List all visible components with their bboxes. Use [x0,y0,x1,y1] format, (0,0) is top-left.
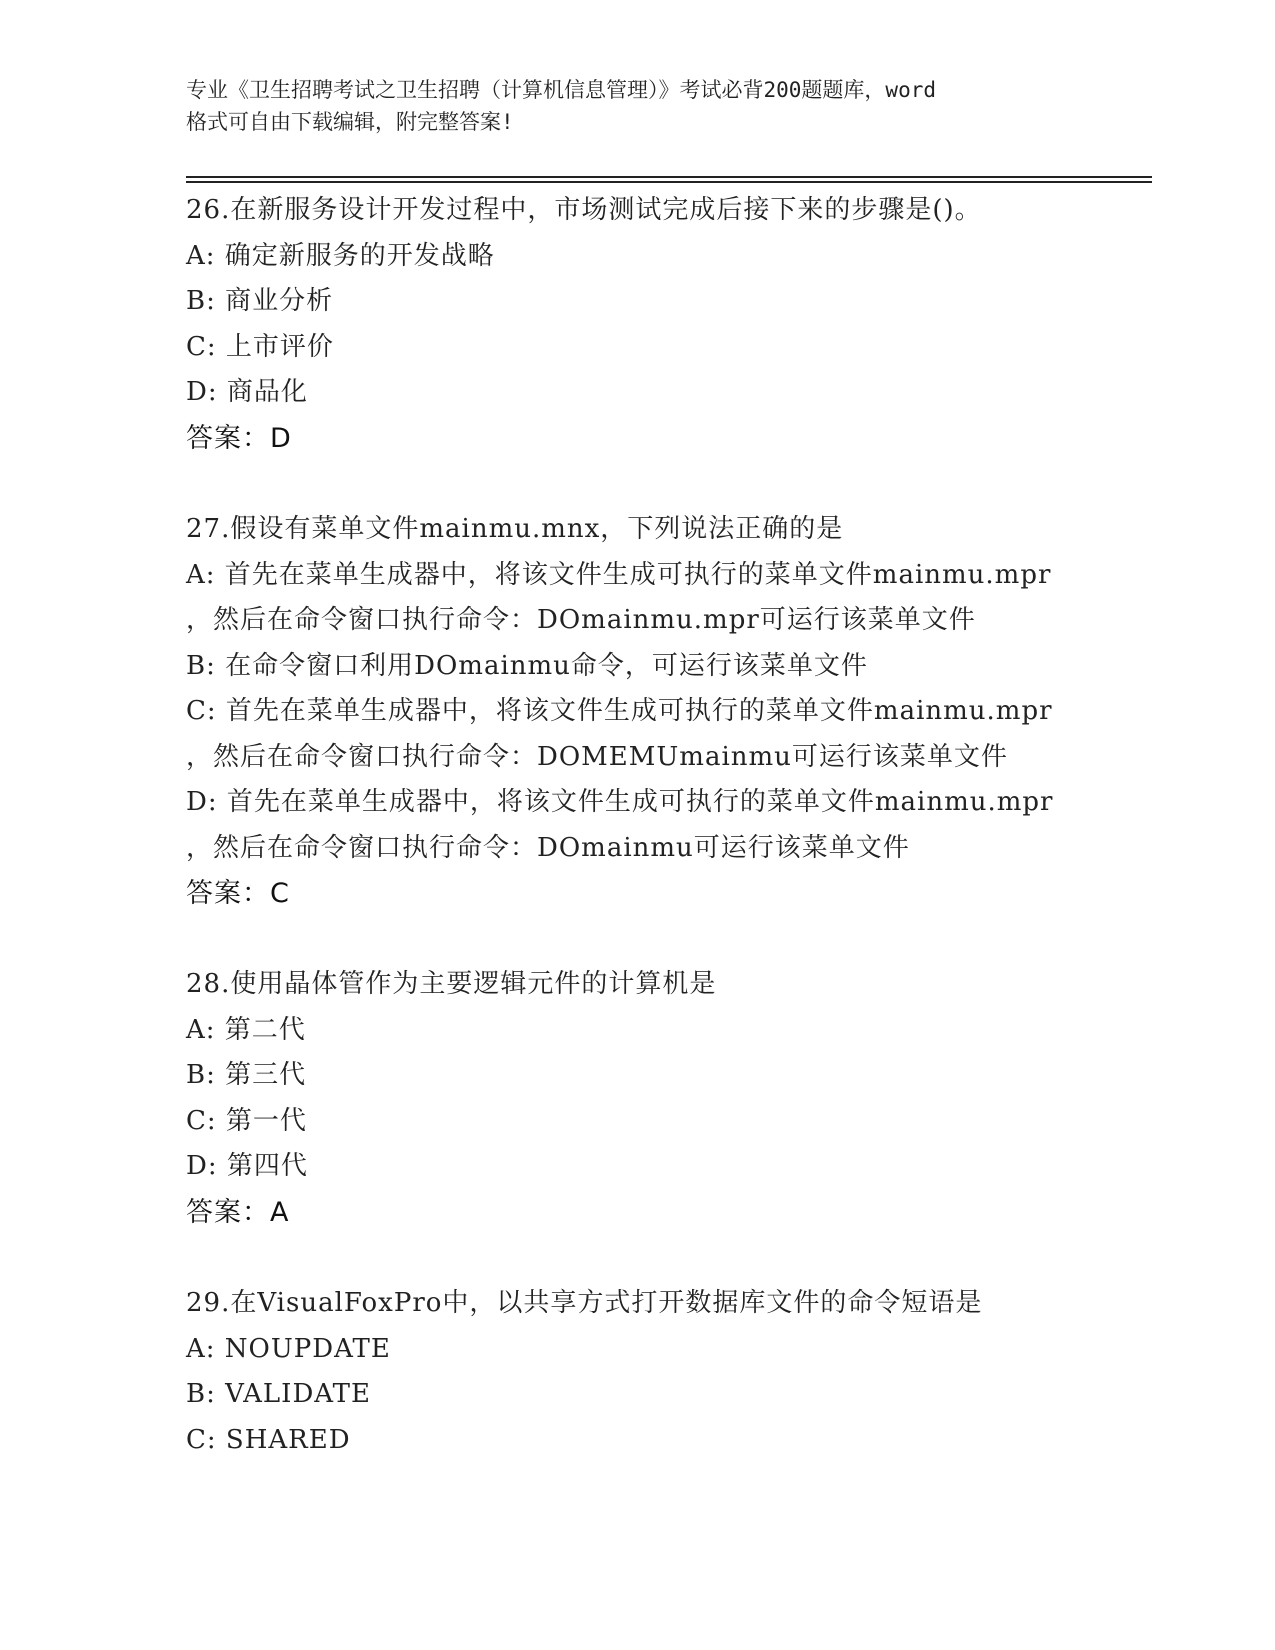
option-c: C: 上市评价 [186,331,334,362]
option-d: D: 第四代 [186,1151,308,1181]
option-a: A: NOUPDATE [186,1333,391,1364]
option-a: A: 第二代 [186,1014,306,1045]
option-a-continued: ，然后在命令窗口执行命令：DOmainmu.mpr可运行该菜单文件 [186,605,976,635]
question-stem: 29.在VisualFoxPro中，以共享方式打开数据库文件的命令短语是 [186,1288,983,1318]
option-d: D: 商品化 [186,377,308,407]
document-header [186,74,1086,138]
question-stem: 26.在新服务设计开发过程中，市场测试完成后接下来的步骤是()。 [186,195,982,225]
header-divider-top [186,176,1152,178]
option-a: A: 确定新服务的开发战略 [186,240,495,271]
option-b: B: VALIDATE [186,1379,371,1409]
header-divider-bottom [186,181,1152,183]
question-26 [186,188,1152,461]
option-b: B: 第三代 [186,1060,307,1090]
option-c: C: SHARED [186,1424,351,1455]
option-b: B: 商业分析 [186,286,334,316]
option-c: C: 首先在菜单生成器中，将该文件生成可执行的菜单文件mainmu.mpr [186,696,1053,726]
answer-label: 答案：C [186,878,290,909]
option-a: A: 首先在菜单生成器中，将该文件生成可执行的菜单文件mainmu.mpr [186,559,1052,590]
question-28 [186,962,1152,1235]
option-c: C: 第一代 [186,1105,307,1136]
option-b: B: 在命令窗口利用DOmainmu命令，可运行该菜单文件 [186,650,868,681]
answer-label: 答案：D [186,422,292,454]
option-d: D: 首先在菜单生成器中，将该文件生成可执行的菜单文件mainmu.mpr [186,787,1054,817]
header-line-1: 专业《卫生招聘考试之卫生招聘（计算机信息管理）》考试必背200题题库，word [186,78,936,102]
question-stem: 27.假设有菜单文件mainmu.mnx，下列说法正确的是 [186,514,844,544]
answer-label: 答案：A [186,1196,290,1228]
question-27 [186,507,1152,917]
question-stem: 28.使用晶体管作为主要逻辑元件的计算机是 [186,969,717,999]
question-29 [186,1281,1152,1463]
option-d-continued: ，然后在命令窗口执行命令：DOmainmu可运行该菜单文件 [186,832,910,863]
option-c-continued: ，然后在命令窗口执行命令：DOMEMUmainmu可运行该菜单文件 [186,741,1008,772]
header-line-2: 格式可自由下载编辑，附完整答案! [186,110,514,134]
